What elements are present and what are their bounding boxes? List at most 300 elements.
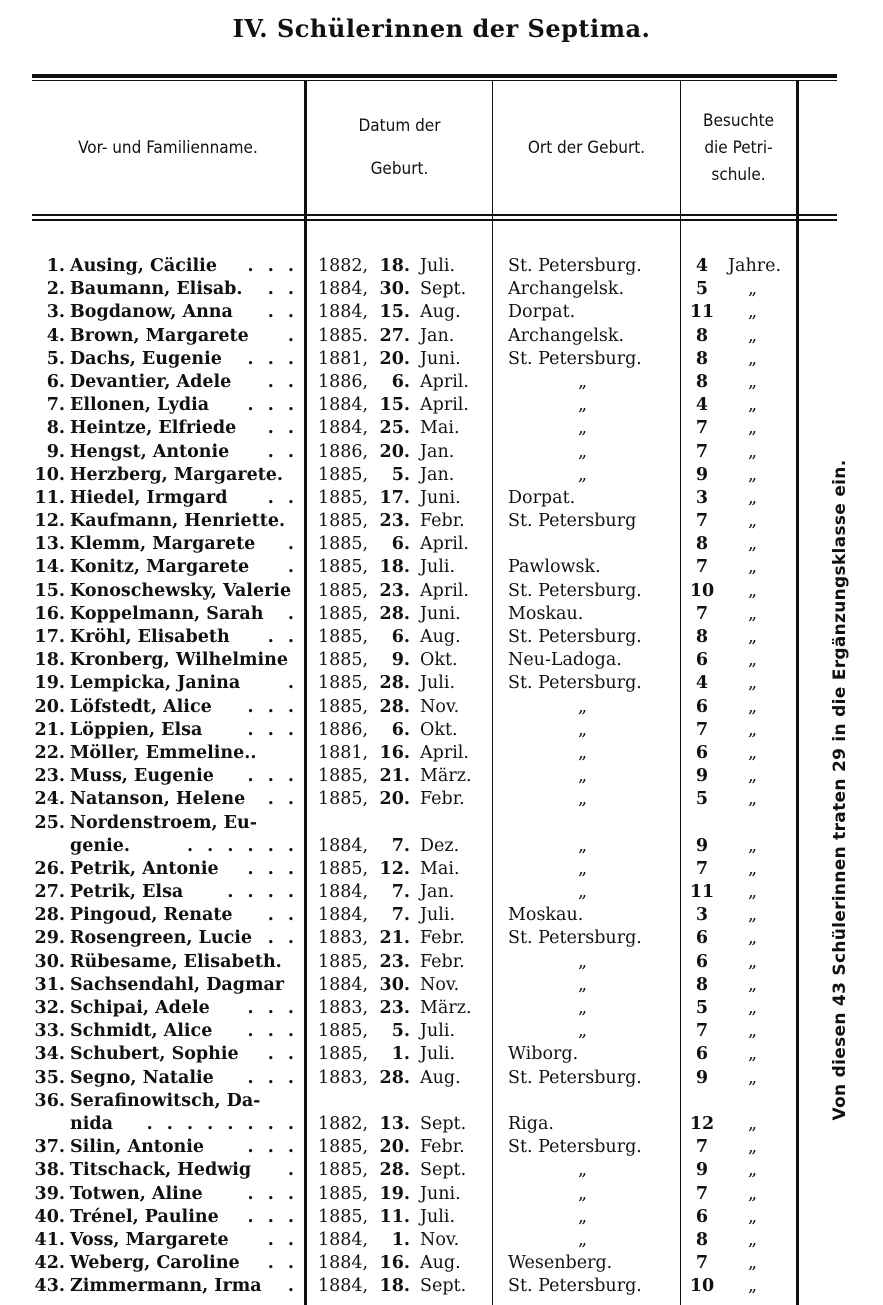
birth-year: 1886, [318,719,369,740]
birth-year: 1885, [318,580,369,601]
student-name: Devantier, Adele [70,371,232,392]
school-years: 4 [695,256,709,276]
student-name: Petrik, Elsa [70,882,184,903]
school-years-unit: „ [748,858,758,879]
birth-day: 7. [391,835,410,856]
table-row [0,255,883,278]
birth-day: 30. [379,974,410,995]
row-number: 35. [34,1067,65,1088]
school-years: 7 [695,719,709,740]
table-row [0,417,883,440]
birth-year: 1881, [318,742,369,763]
birth-day: 15. [379,395,410,416]
birth-month: Nov. [420,1229,460,1250]
birth-year: 1885, [318,1044,369,1065]
leader-dots: . . . [247,1021,298,1042]
school-years: 10 [689,580,715,601]
table-row [0,788,883,811]
row-number: 30. [34,951,65,972]
leader-dots: . . . [247,1137,298,1158]
row-number: 24. [34,789,65,810]
leader-dots: . . . [247,766,298,787]
leader-dots: . [287,1276,298,1297]
birth-place: St. Petersburg [508,511,637,532]
birth-month: Juli. [420,1021,456,1042]
birth-day: 17. [379,487,410,508]
school-years: 6 [695,928,709,949]
birth-day: 16. [379,742,410,763]
birth-place: „ [578,441,588,462]
school-years-unit: „ [748,1160,758,1181]
student-name: Heintze, Elfriede [70,418,237,439]
school-years-unit: „ [748,534,758,555]
leader-dots: . . [267,1044,298,1065]
table-row [0,974,883,997]
birth-place: Moskau. [508,905,584,926]
birth-month: Jan. [420,441,455,462]
birth-month: Jan. [420,325,455,346]
birth-month: Febr. [420,789,465,810]
birth-month: Juni. [420,603,461,624]
birth-day: 27. [379,325,410,346]
student-name: Zimmermann, Irma [70,1276,262,1297]
leader-dots: . . [267,371,298,392]
birth-month: März. [420,998,472,1018]
birth-month: Juli. [420,1206,456,1227]
birth-year: 1885, [318,511,369,532]
birth-place: St. Petersburg. [508,256,642,276]
birth-place: „ [578,1183,588,1204]
birth-day: 6. [391,627,410,647]
birth-year: 1885, [318,858,369,879]
birth-month: Aug. [420,627,461,647]
birth-day: 18. [379,256,410,276]
birth-day: 30. [379,279,410,300]
birth-year: 1884, [318,279,369,300]
birth-year: 1884, [318,882,369,903]
row-number: 2. [46,279,65,300]
school-years: 7 [695,1183,709,1204]
table-row [0,626,883,649]
school-years: 6 [695,696,709,717]
table-row [0,487,883,510]
school-years: 6 [695,1044,709,1065]
row-number: 13. [34,534,65,555]
table-row [0,1113,883,1136]
birth-day: 6. [391,534,410,555]
birth-month: Febr. [420,511,465,532]
school-years: 5 [695,789,709,810]
leader-dots: . . [267,441,298,462]
birth-year: 1885, [318,487,369,508]
table-row [0,951,883,974]
school-years-unit: „ [748,302,758,323]
birth-month: Sept. [420,1276,467,1297]
birth-year: 1886, [318,371,369,392]
school-years-unit: „ [748,371,758,392]
birth-place: Dorpat. [508,302,576,323]
school-years: 8 [695,534,709,555]
birth-day: 28. [379,1067,410,1088]
school-years-unit: „ [748,789,758,810]
table-row [0,301,883,324]
row-number: 42. [34,1253,65,1274]
birth-month: Aug. [420,302,461,323]
header-place [493,82,680,214]
birth-place: St. Petersburg. [508,1276,642,1297]
school-years-unit: „ [748,951,758,972]
birth-place: „ [578,418,588,439]
student-name: Petrik, Antonie [70,858,219,879]
birth-month: April. [420,580,469,601]
school-years-unit: „ [748,511,758,532]
leader-dots: . . . [247,1206,298,1227]
table-row [0,1067,883,1090]
school-years: 3 [695,905,709,926]
school-years: 8 [695,325,709,346]
header-school [681,82,796,214]
table-row [0,858,883,881]
student-name: Baumann, Elisab. [70,279,243,300]
row-number: 15. [34,580,65,601]
student-name: Trénel, Pauline [70,1206,219,1227]
leader-dots: . [287,557,298,578]
birth-place: Neu-Ladoga. [508,650,622,671]
school-years: 7 [695,557,709,578]
birth-year: 1886, [318,441,369,462]
school-years-unit: „ [748,1183,758,1204]
school-years-unit: „ [748,974,758,995]
birth-year: 1884, [318,835,369,856]
leader-dots: . . . [247,256,298,276]
student-name: Voss, Margarete [70,1229,229,1250]
birth-place: „ [578,858,588,879]
birth-place: Archangelsk. [508,279,625,300]
table-row [0,719,883,742]
school-years-unit: „ [748,603,758,624]
birth-month: Juni. [420,348,461,369]
birth-year: 1883, [318,998,369,1018]
table-row [0,1090,883,1113]
birth-place: „ [578,882,588,903]
school-years: 11 [689,302,715,323]
birth-place: „ [578,1160,588,1181]
birth-month: Juli. [420,905,456,926]
school-years-unit: „ [748,1067,758,1088]
birth-place: „ [578,1206,588,1227]
row-number: 6. [46,371,65,392]
row-number: 18. [34,650,65,671]
birth-month: Nov. [420,974,460,995]
table-row [0,1020,883,1043]
table-row [0,1136,883,1159]
birth-year: 1885, [318,766,369,787]
birth-month: Juni. [420,487,461,508]
birth-year: 1885, [318,627,369,647]
school-years: 7 [695,858,709,879]
table-row [0,394,883,417]
birth-year: 1885, [318,1021,369,1042]
birth-year: 1885, [318,951,369,972]
birth-place: St. Petersburg. [508,627,642,647]
leader-dots: . [287,1160,298,1181]
school-years: 11 [689,882,715,903]
table-row [0,441,883,464]
row-number: 23. [34,766,65,787]
row-number: 27. [34,882,65,903]
school-years-unit: Jahre. [728,256,782,276]
birth-month: Mai. [420,858,460,879]
school-years-unit: „ [748,487,758,508]
header-school-line: schule. [711,164,766,185]
header-name-line: Vor- und Familienname. [78,137,258,158]
birth-year: 1885. [318,325,369,346]
leader-dots: . [287,534,298,555]
student-name: Kröhl, Elisabeth [70,627,230,647]
birth-day: 15. [379,302,410,323]
birth-place: St. Petersburg. [508,580,642,601]
school-years-unit: „ [748,998,758,1018]
header-date-line: Geburt. [370,159,429,179]
table-row [0,1043,883,1066]
school-years: 7 [695,418,709,439]
birth-month: Nov. [420,696,460,717]
student-name: Klemm, Margarete [70,534,256,555]
birth-year: 1884, [318,974,369,995]
leader-dots: . . . [247,348,298,369]
student-name: Silin, Antonie [70,1137,205,1158]
school-years-unit: „ [748,1137,758,1158]
leader-dots: . . [267,928,298,949]
birth-month: Dez. [420,835,460,856]
birth-day: 23. [379,511,410,532]
top-double-rule [32,74,837,78]
student-name: Konoschewsky, Valerie [70,580,292,601]
birth-day: 20. [379,1137,410,1158]
student-name: Rübesame, Elisabeth. [70,951,282,972]
leader-dots: . . [267,789,298,810]
student-name: Segno, Natalie [70,1067,214,1088]
birth-place: „ [578,742,588,763]
student-name: Schmidt, Alice [70,1021,213,1042]
birth-year: 1882, [318,1113,369,1134]
birth-month: April. [420,534,469,555]
student-name: Nordenstroem, Eu- [70,812,257,833]
school-years-unit: „ [748,696,758,717]
school-years-unit: „ [748,1044,758,1065]
birth-day: 21. [379,766,410,787]
birth-day: 5. [391,1021,410,1042]
leader-dots: . . . [247,998,298,1018]
row-number: 32. [34,998,65,1018]
leader-dots: . . . . [227,882,298,903]
birth-month: Febr. [420,951,465,972]
leader-dots: . [287,325,298,346]
leader-dots: . . [267,418,298,439]
school-years-unit: „ [748,441,758,462]
school-years-unit: „ [748,835,758,856]
table-row [0,603,883,626]
row-number: 8. [46,418,65,439]
birth-day: 18. [379,557,410,578]
row-number: 5. [46,348,65,369]
birth-day: 20. [379,441,410,462]
birth-year: 1882, [318,256,369,276]
header-date-line: Datum der [358,116,441,136]
school-years: 5 [695,279,709,300]
student-name: Pingoud, Renate [70,905,233,926]
birth-day: 23. [379,951,410,972]
student-name: Hengst, Antonie [70,441,230,462]
birth-year: 1885, [318,464,369,485]
birth-place: Dorpat. [508,487,576,508]
birth-year: 1885, [318,650,369,671]
school-years: 7 [695,1253,709,1274]
birth-year: 1885, [318,673,369,694]
birth-day: 18. [379,1276,410,1297]
birth-month: Juli. [420,1044,456,1065]
school-years: 6 [695,951,709,972]
table-row [0,927,883,950]
birth-month: Juli. [420,256,456,276]
birth-day: 21. [379,928,410,949]
row-number: 41. [34,1229,65,1250]
row-number: 12. [34,511,65,532]
table-row [0,742,883,765]
table-row [0,672,883,695]
student-name: Hiedel, Irmgard [70,487,228,508]
birth-month: Juni. [420,1183,461,1204]
school-years: 7 [695,1137,709,1158]
school-years-unit: „ [748,1021,758,1042]
school-years-unit: „ [748,719,758,740]
birth-place: „ [578,395,588,416]
row-number: 1. [46,256,65,276]
birth-day: 6. [391,719,410,740]
student-name: Lempicka, Janina [70,673,241,694]
student-name: Herzberg, Margarete. [70,464,284,485]
leader-dots: . . . [247,719,298,740]
school-years: 8 [695,348,709,369]
row-number: 3. [46,302,65,323]
school-years: 9 [695,1067,709,1088]
school-years: 8 [695,974,709,995]
birth-place: Moskau. [508,603,584,624]
birth-day: 28. [379,603,410,624]
school-years: 7 [695,441,709,462]
table-row [0,649,883,672]
school-years-unit: „ [748,348,758,369]
row-number: 19. [34,673,65,694]
row-number: 10. [34,464,65,485]
birth-year: 1884, [318,302,369,323]
row-number: 31. [34,974,65,995]
birth-month: April. [420,742,469,763]
birth-place: St. Petersburg. [508,1067,642,1088]
birth-day: 28. [379,1160,410,1181]
row-number: 37. [34,1137,65,1158]
leader-dots: . . [267,1253,298,1274]
school-years-unit: „ [748,418,758,439]
row-number: 7. [46,395,65,416]
birth-year: 1885, [318,557,369,578]
birth-year: 1885, [318,789,369,810]
table-row [0,556,883,579]
student-name: Bogdanow, Anna [70,302,233,323]
birth-year: 1884, [318,905,369,926]
student-name: Muss, Eugenie [70,766,214,787]
birth-year: 1885, [318,1183,369,1204]
leader-dots: . . [267,1229,298,1250]
school-years: 5 [695,998,709,1018]
birth-day: 28. [379,696,410,717]
birth-day: 7. [391,882,410,903]
row-number: 36. [34,1090,65,1111]
leader-dots: . . . [247,858,298,879]
birth-month: April. [420,371,469,392]
row-number: 21. [34,719,65,740]
school-years: 6 [695,1206,709,1227]
birth-year: 1884, [318,1276,369,1297]
school-years: 8 [695,627,709,647]
school-years: 12 [689,1113,715,1134]
birth-place: St. Petersburg. [508,673,642,694]
birth-place: „ [578,1229,588,1250]
birth-place: „ [578,719,588,740]
birth-day: 23. [379,998,410,1018]
birth-month: Okt. [420,719,458,740]
student-name: Löppien, Elsa [70,719,203,740]
header-place-line: Ort der Geburt. [527,137,646,158]
table-row [0,696,883,719]
header-bottom-rule [32,214,837,216]
student-name: Totwen, Aline [70,1183,203,1204]
leader-dots: . . . [247,395,298,416]
table-row [0,1229,883,1252]
row-number: 16. [34,603,65,624]
table-row [0,464,883,487]
birth-month: Mai. [420,418,460,439]
leader-dots: . . . . . . [186,835,298,856]
school-years: 4 [695,673,709,694]
school-years-unit: „ [748,325,758,346]
birth-month: Juli. [420,673,456,694]
row-number: 11. [34,487,65,508]
header-school-line: Besuchte [702,110,775,131]
birth-place: „ [578,1021,588,1042]
table-row [0,348,883,371]
birth-day: 1. [391,1229,410,1250]
student-table [0,255,883,1298]
birth-month: März. [420,766,472,787]
student-name: Weberg, Caroline [70,1253,240,1274]
school-years-unit: „ [748,395,758,416]
row-number: 34. [34,1044,65,1065]
birth-place: „ [578,464,588,485]
table-row [0,765,883,788]
school-years-unit: „ [748,650,758,671]
row-number: 25. [34,812,65,833]
school-years-unit: „ [748,673,758,694]
birth-day: 6. [391,371,410,392]
birth-month: Sept. [420,1113,467,1134]
birth-place: „ [578,789,588,810]
side-note: Von diesen 43 Schülerinnen traten 29 in die Ergänzungsklasse ein. [830,459,850,1121]
row-number: 28. [34,905,65,926]
birth-place: St. Petersburg. [508,928,642,949]
birth-day: 25. [379,418,410,439]
student-name: Konitz, Margarete [70,557,250,578]
